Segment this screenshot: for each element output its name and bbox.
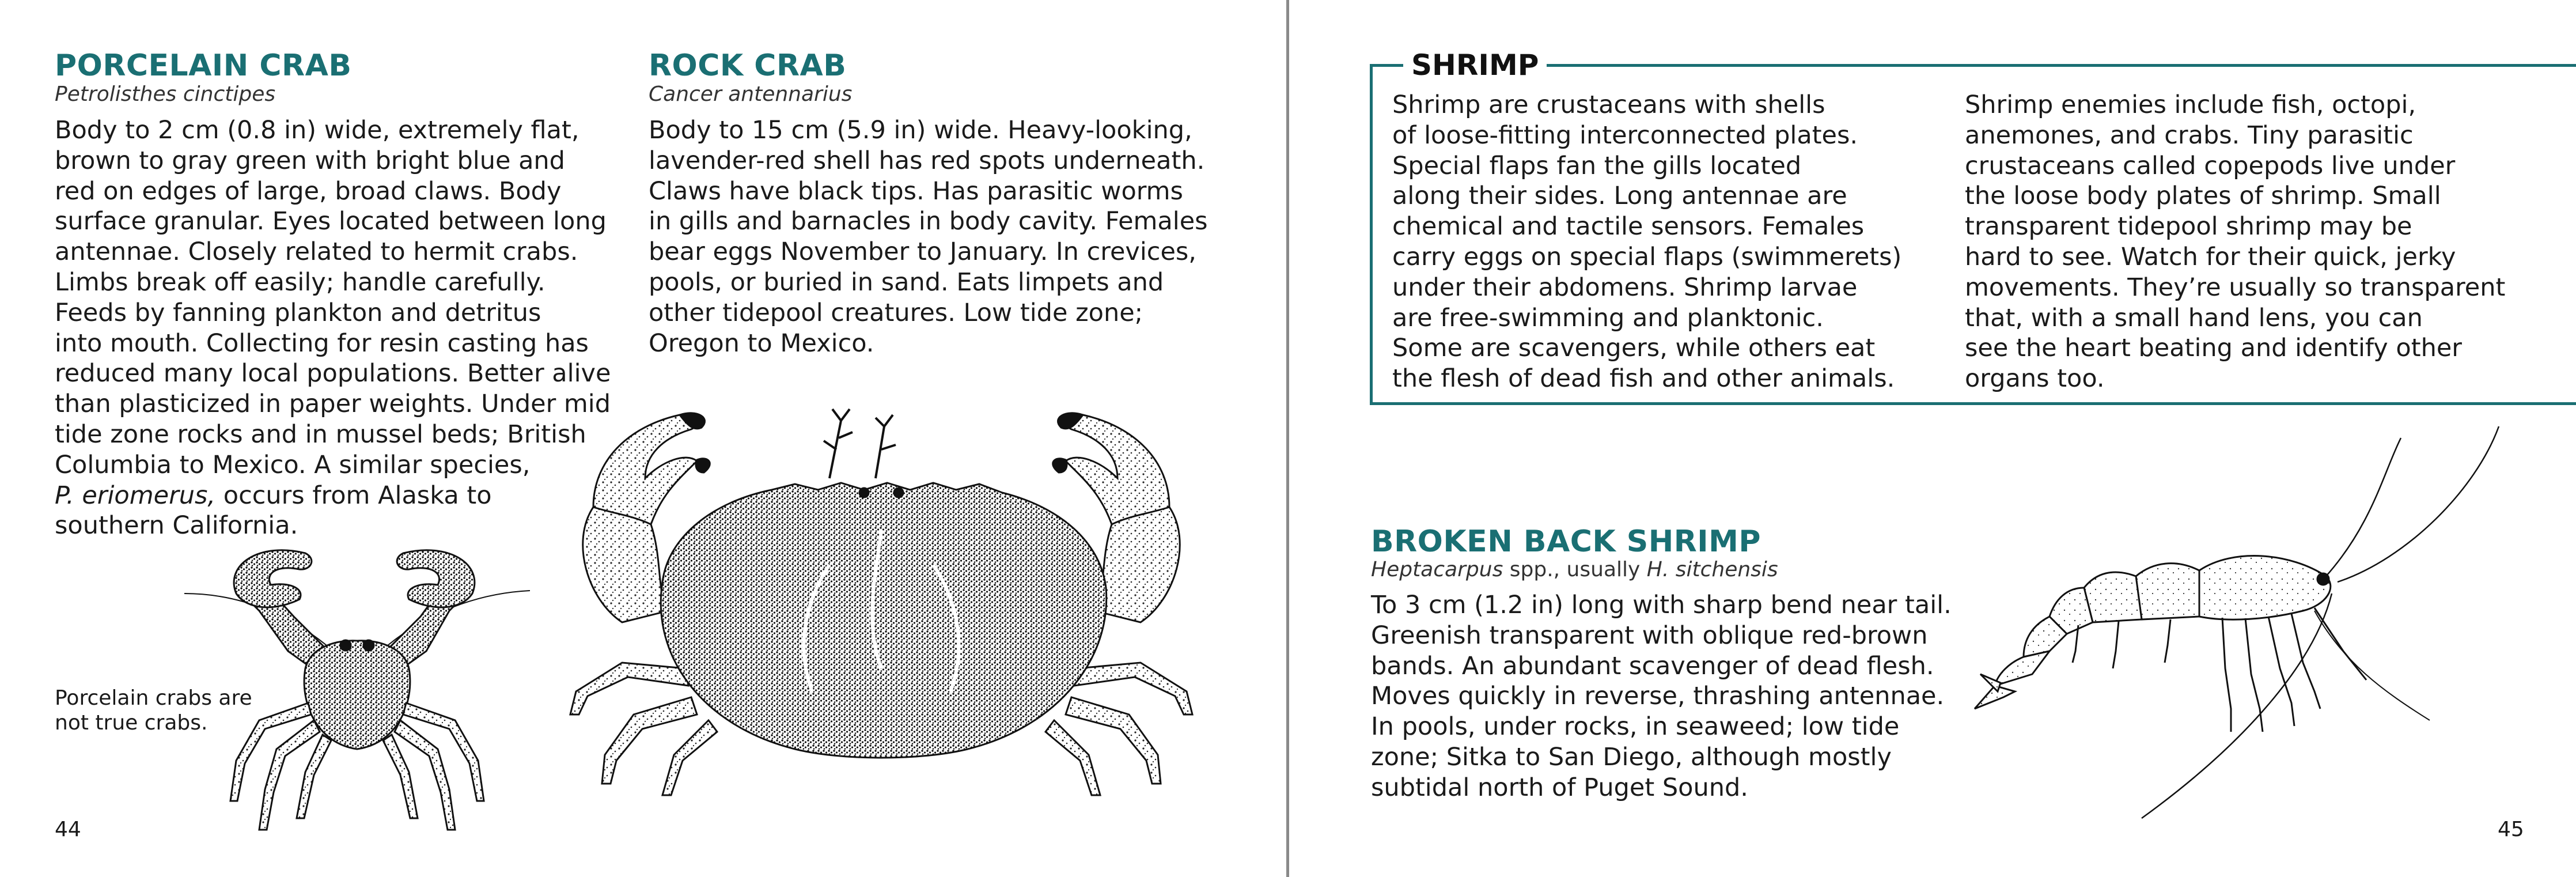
text-line: other tidepool creatures. Low tide zone; <box>649 298 1143 327</box>
text-line: the flesh of dead fish and other animals. <box>1392 364 1895 394</box>
text-line: antennae. Closely related to hermit crabs. <box>55 237 578 267</box>
text-line: reduced many local populations. Better alive <box>55 359 611 388</box>
text-line: hard to see. Watch for their quick, jerky <box>1965 242 2456 271</box>
scientific-connector: spp., usually <box>1503 558 1647 581</box>
text-line: anemones, and crabs. Tiny parasitic <box>1965 120 2414 150</box>
porcelain-crab-caption <box>55 686 252 735</box>
text-line: Some are scavengers, while others eat <box>1392 334 1876 363</box>
broken-back-shrimp-drawing <box>1969 421 2545 836</box>
text-line: Moves quickly in reverse, thrashing antennae. <box>1371 682 1945 711</box>
caption-line: Porcelain crabs are <box>55 686 252 710</box>
text-line: along their sides. Long antennae are <box>1392 182 1847 211</box>
porcelain-crab-scientific-name: Petrolisthes cinctipes <box>55 82 276 106</box>
text-line: than plasticized in paper weights. Under mid <box>55 390 611 419</box>
genus-name: Heptacarpus <box>1371 558 1503 581</box>
species-rest: occurs from Alaska to <box>215 481 492 510</box>
text-line: subtidal north of Puget Sound. <box>1371 773 1748 802</box>
text-line: organs too. <box>1965 364 2105 394</box>
text-line: red on edges of large, broad claws. Body <box>55 176 562 206</box>
text-line: are free-swimming and planktonic. <box>1392 303 1824 332</box>
text-line: Claws have black tips. Has parasitic worms <box>649 176 1183 206</box>
porcelain-crab-title: PORCELAIN CRAB <box>55 48 352 83</box>
text-line: Body to 15 cm (5.9 in) wide. Heavy-looking, <box>649 116 1192 145</box>
left-page <box>0 0 1287 877</box>
text-line: in gills and barnacles in body cavity. Females <box>649 207 1208 236</box>
page-number-right: 45 <box>2498 818 2524 841</box>
text-line: pools, or buried in sand. Eats limpets and <box>649 267 1164 297</box>
text-line: that, with a small hand lens, you can <box>1965 303 2423 332</box>
text-line: see the heart beating and identify other <box>1965 334 2462 363</box>
text-line: Special flaps fan the gills located <box>1392 151 1802 180</box>
text-line: lavender-red shell has red spots underneath. <box>649 146 1205 175</box>
text-line: Feeds by fanning plankton and detritus <box>55 298 541 327</box>
shrimp-info-box <box>1370 0 2506 415</box>
broken-back-shrimp-title: BROKEN BACK SHRIMP <box>1371 524 1761 559</box>
text-line: under their abdomens. Shrimp larvae <box>1392 273 1858 302</box>
text-line: Oregon to Mexico. <box>649 328 874 358</box>
text-line: zone; Sitka to San Diego, although mostly <box>1371 742 1892 772</box>
text-line: brown to gray green with bright blue and <box>55 146 565 175</box>
text-line: To 3 cm (1.2 in) long with sharp bend near tail. <box>1371 591 1952 619</box>
rock-crab-description <box>649 115 1208 358</box>
right-page <box>1289 0 2576 877</box>
broken-back-shrimp-description <box>1371 590 1952 803</box>
text-line: southern California. <box>55 511 298 540</box>
text-line: the loose body plates of shrimp. Small <box>1965 182 2441 211</box>
text-line: transparent tidepool shrimp may be <box>1965 212 2412 241</box>
text-line: Greenish transparent with oblique red-brown <box>1371 621 1928 650</box>
rock-crab-drawing <box>553 392 1210 830</box>
text-line: crustaceans called copepods live under <box>1965 151 2456 180</box>
text-line: bands. An abundant scavenger of dead flesh. <box>1371 651 1934 681</box>
shrimp-box-left-column <box>1392 90 1901 394</box>
species-name-italic: P. eriomerus, <box>55 481 216 510</box>
text-line: surface granular. Eyes located between long <box>55 207 607 236</box>
text-line: Columbia to Mexico. A similar species, <box>55 450 531 479</box>
caption-line: not true crabs. <box>55 711 208 735</box>
text-line: carry eggs on special flaps (swimmerets) <box>1392 242 1902 271</box>
text-line: bear eggs November to January. In crevices, <box>649 237 1196 267</box>
text-line: tide zone rocks and in mussel beds; British <box>55 419 586 449</box>
porcelain-crab-description <box>55 115 611 541</box>
text-line: In pools, under rocks, in seaweed; low tide <box>1371 712 1900 742</box>
rock-crab-scientific-name: Cancer antennarius <box>649 82 853 106</box>
shrimp-box-title: SHRIMP <box>1403 46 1547 84</box>
text-line: into mouth. Collecting for resin casting has <box>55 328 589 358</box>
text-line <box>55 481 611 511</box>
text-line: movements. They’re usually so transparent <box>1965 273 2506 302</box>
broken-back-shrimp-scientific-name <box>1371 557 1778 583</box>
text-line: of loose-fitting interconnected plates. <box>1392 120 1858 150</box>
text-line: Shrimp are crustaceans with shells <box>1392 90 1825 119</box>
text-line: chemical and tactile sensors. Females <box>1392 212 1865 241</box>
rock-crab-title: ROCK CRAB <box>649 48 847 83</box>
text-line: Shrimp enemies include fish, octopi, <box>1965 90 2416 119</box>
species-name: H. sitchensis <box>1646 558 1778 581</box>
shrimp-box-border <box>1370 64 2576 405</box>
page-number-left: 44 <box>55 818 81 841</box>
shrimp-box-right-column <box>1965 90 2505 394</box>
text-line: Body to 2 cm (0.8 in) wide, extremely flat, <box>55 116 579 145</box>
text-line: Limbs break off easily; handle carefully. <box>55 267 545 297</box>
